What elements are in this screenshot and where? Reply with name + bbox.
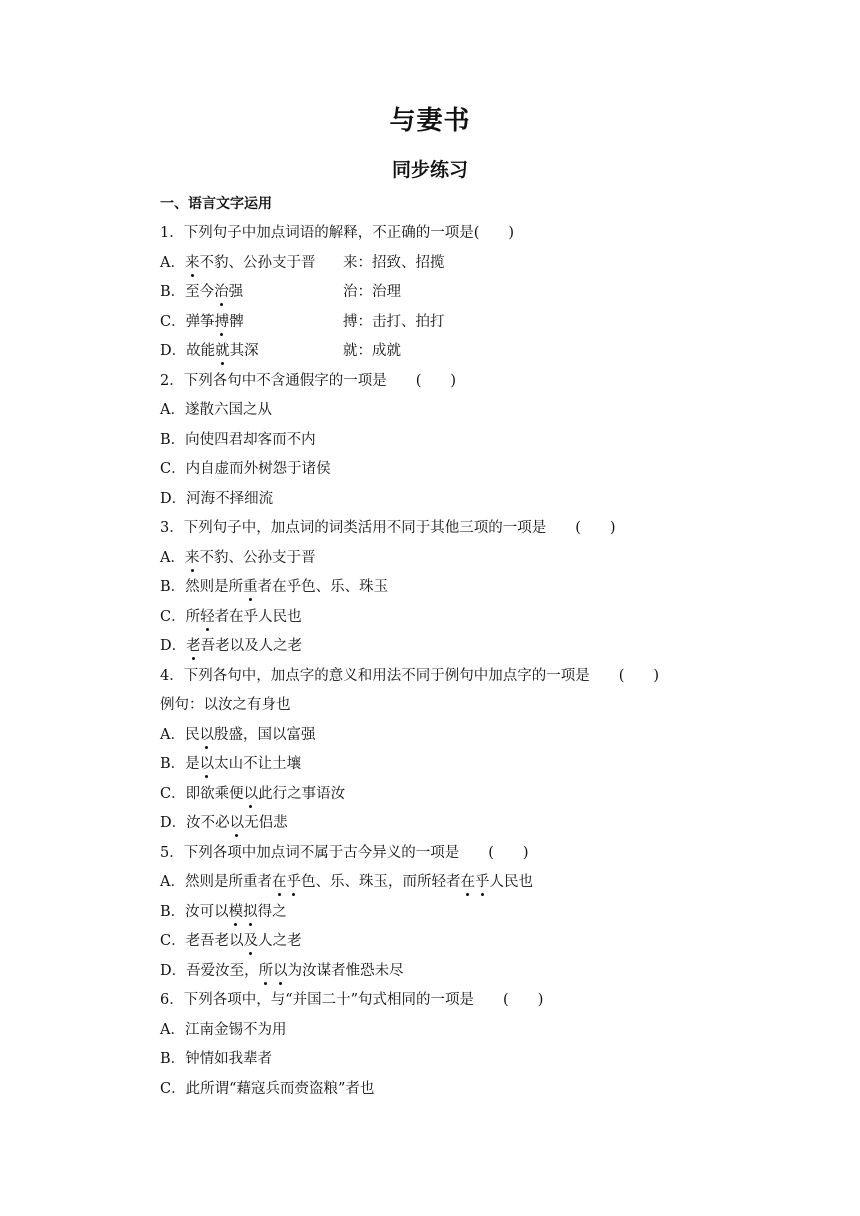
text-fragment: B．然则是所 bbox=[160, 579, 244, 595]
q1-gloss-b: 治：治理 bbox=[343, 284, 401, 300]
text-fragment: 色、乐、珠玉，而所轻者 bbox=[300, 874, 461, 890]
dotted-char: 模 bbox=[228, 904, 244, 920]
text-fragment: A．然则是所重者 bbox=[160, 874, 272, 890]
q4-example: 例句：以汝之有身也 bbox=[160, 697, 291, 713]
text-fragment: C．所 bbox=[160, 609, 201, 625]
q6-option-c: C．此所谓“藉寇兵而赍盗粮”者也 bbox=[160, 1081, 375, 1097]
q2-stem: 2．下列各句中不含通假字的一项是 ( ) bbox=[160, 373, 457, 389]
dotted-char: 以 bbox=[243, 786, 259, 802]
section-heading: 一、语言文字运用 bbox=[160, 196, 272, 212]
q1-option-d bbox=[160, 341, 259, 361]
text-fragment: D．汝不必 bbox=[160, 815, 230, 831]
text-fragment: 无侣悲 bbox=[244, 815, 288, 831]
text-fragment: 者在乎色、乐、珠玉 bbox=[257, 579, 389, 595]
text-fragment: D．吾爱汝至， bbox=[160, 963, 259, 979]
dotted-char: 以 bbox=[199, 727, 214, 743]
q2-option-a: A．遂散六国之从 bbox=[160, 402, 272, 418]
dotted-char: 搏 bbox=[214, 314, 230, 330]
q1-option-c bbox=[160, 312, 244, 332]
dotted-char: 以 bbox=[229, 815, 245, 831]
dotted-char: 以 bbox=[273, 963, 288, 979]
q5-stem: 5．下列各项中加点词不属于古今异义的一项是 ( ) bbox=[160, 845, 529, 861]
text-fragment: 髀 bbox=[229, 314, 244, 330]
q1-stem: 1．下列句子中加点词语的解释，不正确的一项是( ) bbox=[160, 225, 515, 241]
q2-option-c: C．内自虚而外树怨于诸侯 bbox=[160, 461, 331, 477]
text-fragment: 不豹、公孙支于晋 bbox=[199, 550, 316, 566]
dotted-char: 轻 bbox=[200, 609, 215, 625]
dotted-char: 乎 bbox=[474, 874, 490, 890]
q1-gloss-a: 来：招致、招揽 bbox=[343, 255, 445, 271]
text-fragment: 者在乎人民也 bbox=[214, 609, 302, 625]
q6-option-a: A．江南金锡不为用 bbox=[160, 1022, 287, 1038]
text-fragment: C．即欲乘便 bbox=[160, 786, 244, 802]
q3-option-c bbox=[160, 607, 302, 627]
text-fragment: B．是 bbox=[160, 756, 200, 772]
q1-option-a bbox=[160, 253, 315, 273]
q3-option-d bbox=[160, 636, 302, 656]
text-fragment: 强 bbox=[228, 284, 244, 300]
q2-option-d: D．河海不择细流 bbox=[160, 491, 274, 507]
q6-stem: 6．下列各项中，与“并国二十”句式相同的一项是 ( ) bbox=[160, 992, 544, 1008]
q3-option-a bbox=[160, 548, 315, 568]
q5-option-d bbox=[160, 961, 404, 981]
text-fragment: B．汝可以 bbox=[160, 904, 229, 920]
text-fragment: 太山不让土壤 bbox=[214, 756, 302, 772]
text-fragment: 人民也 bbox=[489, 874, 533, 890]
text-fragment: 此行之事语汝 bbox=[258, 786, 346, 802]
text-fragment: 其深 bbox=[229, 343, 259, 359]
q4-option-a bbox=[160, 725, 315, 745]
text-fragment: B．至今 bbox=[160, 284, 215, 300]
text-fragment: A．民 bbox=[160, 727, 200, 743]
text-fragment: A． bbox=[160, 550, 185, 566]
q3-stem: 3．下列句子中，加点词的词类活用不同于其他三项的一项是 ( ) bbox=[160, 520, 616, 536]
q1-gloss-d: 就：成就 bbox=[343, 343, 401, 359]
dotted-char: 所 bbox=[258, 963, 274, 979]
document-title: 与妻书 bbox=[389, 106, 471, 136]
dotted-char: 在 bbox=[460, 874, 475, 890]
dotted-char: 就 bbox=[215, 343, 230, 359]
text-fragment: D． bbox=[160, 638, 187, 654]
text-fragment: 人之老 bbox=[258, 933, 302, 949]
dotted-char: 以 bbox=[199, 756, 215, 772]
dotted-char: 在 bbox=[271, 874, 287, 890]
dotted-char: 乎 bbox=[286, 874, 301, 890]
document-subtitle: 同步练习 bbox=[391, 159, 468, 181]
q3-option-b bbox=[160, 577, 388, 597]
q6-option-b: B．钟情如我辈者 bbox=[160, 1051, 273, 1067]
dotted-char: 重 bbox=[243, 579, 258, 595]
dotted-char: 来 bbox=[184, 255, 200, 271]
text-fragment: A． bbox=[160, 255, 185, 271]
text-fragment: 不豹、公孙支于晋 bbox=[199, 255, 316, 271]
q4-stem: 4．下列各句中，加点字的意义和用法不同于例句中加点字的一项是 ( ) bbox=[160, 668, 660, 684]
text-fragment: 殷盛，国以富强 bbox=[213, 727, 316, 743]
q1-gloss-c: 搏：击打、拍打 bbox=[343, 314, 445, 330]
text-fragment: C．老吾老以 bbox=[160, 933, 244, 949]
q1-option-b bbox=[160, 282, 243, 302]
dotted-char: 老 bbox=[186, 638, 201, 654]
text-fragment: 为汝谋者惟恐未尽 bbox=[287, 963, 404, 979]
q2-option-b: B．向使四君却客而不内 bbox=[160, 432, 316, 448]
text-fragment: 吾老以及人之老 bbox=[200, 638, 303, 654]
q4-option-b bbox=[160, 754, 301, 774]
q5-option-c bbox=[160, 931, 302, 951]
text-fragment: 得之 bbox=[257, 904, 287, 920]
q4-option-c bbox=[160, 784, 345, 804]
q4-option-d bbox=[160, 813, 288, 833]
dotted-char: 治 bbox=[214, 284, 229, 300]
dotted-char: 来 bbox=[184, 550, 200, 566]
q5-option-a bbox=[160, 872, 533, 892]
text-fragment: C．弹筝 bbox=[160, 314, 215, 330]
text-fragment: D．故能 bbox=[160, 343, 216, 359]
dotted-char: 及 bbox=[243, 933, 259, 949]
dotted-char: 拟 bbox=[243, 904, 258, 920]
q5-option-b bbox=[160, 902, 287, 922]
